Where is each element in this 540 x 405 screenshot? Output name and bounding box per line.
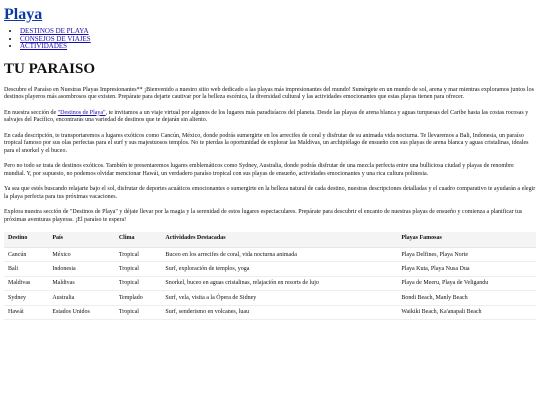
- cell-destino: Maldivas: [4, 276, 48, 290]
- cell-playas: Bondi Beach, Manly Beach: [397, 291, 536, 305]
- cell-pais: México: [48, 248, 114, 262]
- header-playas: Playas Famosas: [397, 232, 536, 248]
- table-row: [4, 248, 536, 262]
- cell-actividades: Snorkel, buceo en aguas cristalinas, relajación en resorts de lujo: [161, 276, 397, 290]
- cell-actividades: Surf, senderismo en volcanes, luau: [161, 305, 397, 319]
- destinations-paragraph: [4, 110, 536, 125]
- site-title-link[interactable]: Playa: [4, 6, 43, 23]
- cell-clima: Tropical: [115, 305, 162, 319]
- cell-clima: Tropical: [115, 276, 162, 290]
- intro-paragraph: Descubre el Paraíso en Nuestras Playas Impresionantes** ¡Bienvenido a nuestro sitio web dedicado a las playas más impresionantes del mundo! Sumérgete en un mundo de sol, arena y mar mientras exploramos juntos los destinos playeros más asombrosos que existen. Prepárate para dejarte cautivar por la belleza escénica, la diversidad cultural y las actividades emocionantes que estas playas tienen para ofrecer.: [4, 86, 534, 100]
- cell-destino: Cancún: [4, 248, 48, 262]
- nav-item: [20, 36, 536, 44]
- nav-item: [20, 43, 536, 51]
- cell-playas: Playa Delfines, Playa Norte: [397, 248, 536, 262]
- cell-destino: Sydney: [4, 291, 48, 305]
- nav-item: [20, 28, 536, 36]
- nav-link-actividades[interactable]: ACTIVIDADES: [20, 42, 68, 50]
- cell-clima: Templado: [115, 291, 162, 305]
- comparison-paragraph: Ya sea que estés buscando relajarte bajo el sol, disfrutar de deportes acuáticos emocionantes o sumergirte en la belleza natural de cada destino, nuestras descripciones detalladas y el cuadro comparativo te ayudarán a elegir la playa perfecta para tus próximas vacaciones.: [4, 186, 536, 200]
- destinations-table: [4, 232, 536, 320]
- destinations-text-before: En nuestra sección de: [4, 109, 58, 116]
- cell-pais: Australia: [48, 291, 114, 305]
- cell-destino: Hawái: [4, 305, 48, 319]
- cell-clima: Tropical: [115, 262, 162, 276]
- nav-link-destinos[interactable]: DESTINOS DE PLAYA: [20, 27, 89, 35]
- cell-actividades: Buceo en los arrecifes de coral, vida nocturna animada: [161, 248, 397, 262]
- explore-paragraph: Explora nuestra sección de "Destinos de Playa" y déjate llevar por la magia y la serenidad de estos lugares espectaculares. Prepárate para descubrir el encanto de nuestras playas de ensueño y comienza a planificar tus próximas aventuras playeras. ¡El paraíso te espera!: [4, 209, 523, 223]
- cell-pais: Maldivas: [48, 276, 114, 290]
- table-row: [4, 291, 536, 305]
- main-nav: [4, 28, 536, 51]
- table-row: [4, 305, 536, 319]
- cell-playas: Waikiki Beach, Ka'anapali Beach: [397, 305, 536, 319]
- header-clima: Clima: [115, 232, 162, 248]
- header-destino: Destino: [4, 232, 48, 248]
- cell-clima: Tropical: [115, 248, 162, 262]
- destinos-link[interactable]: "Destinos de Playa": [57, 109, 106, 116]
- table-row: [4, 276, 536, 290]
- nav-link-consejos[interactable]: CONSEJOS DE VIAJES: [20, 34, 91, 43]
- cell-pais: Indonesia: [48, 262, 114, 276]
- cell-playas: Playa Kuta, Playa Nusa Dua: [397, 262, 536, 276]
- table-header-row: [4, 232, 536, 248]
- table-row: [4, 262, 536, 276]
- emblematic-paragraph: Pero no todo se trata de destinos exóticos. También te presentaremos lugares emblemáticos como Sydney, Australia, donde podrás disfrutar de una mezcla perfecta entre una bulliciosa ciudad y playas de renombre mundial. Y, por supuesto, no podemos olvidar mencionar Hawái, un verdadero paraíso tropical con sus playas de ensueño, actividades emocionantes y una rica cultura polinesia.: [4, 163, 514, 177]
- hero-title: TU PARAISO: [4, 60, 95, 77]
- destinations-text-after: , te invitamos a un viaje virtual por algunos de los lugares más paradisíacos del planeta. Desde las playas de arena blanca y aguas turquesas del Caribe hasta las costas rocosas y salvajes del Pacífico, encontrarás una variedad de destinos que te dejarán sin aliento.: [4, 109, 529, 123]
- cell-destino: Bali: [4, 262, 48, 276]
- description-paragraph: En cada descripción, te transportaremos a lugares exóticos como Cancún, México, donde podrás sumergirte en los arrecifes de coral y disfrutar de su animada vida nocturna. Te llevaremos a Bali, Indonesia, un paraíso tropical famoso por sus olas perfectas para el surf y sus majestuosos templos. No te pierdas la oportunidad de explorar las Maldivas, un archipiélago de ensueño con sus playas de arena blanca y aguas cristalinas, ideales para el snorkel y el buceo.: [4, 132, 529, 154]
- cell-pais: Estados Unidos: [48, 305, 114, 319]
- cell-playas: Playa de Meeru, Playa de Veligandu: [397, 276, 536, 290]
- header-pais: País: [48, 232, 114, 248]
- header-actividades: Actividades Destacadas: [161, 232, 397, 248]
- cell-actividades: Surf, exploración de templos, yoga: [161, 262, 397, 276]
- cell-actividades: Surf, vela, visita a la Ópera de Sidney: [161, 291, 397, 305]
